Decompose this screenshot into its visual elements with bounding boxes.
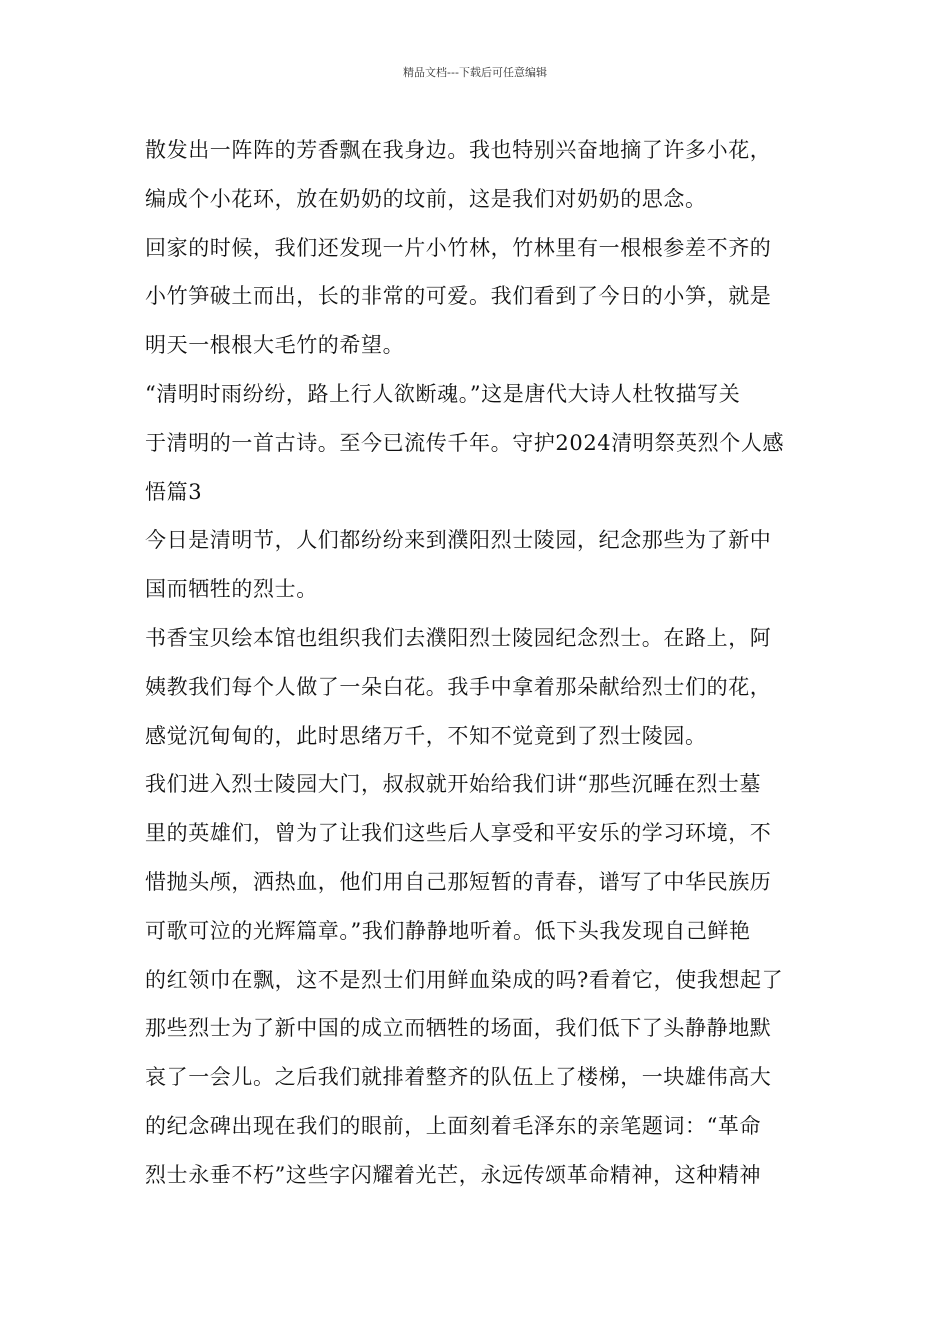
text-line: 那些烈士为了新中国的成立而牺牲的场面，我们低下了头静静地默	[145, 1016, 772, 1041]
text-line: 悟篇3	[145, 479, 203, 504]
text-line: 散发出一阵阵的芳香飘在我身边。我也特别兴奋地摘了许多小花，	[145, 138, 772, 162]
page-header: 精品文档---下载后可任意编辑	[403, 66, 547, 79]
text-line: “清明时雨纷纷，路上行人欲断魂。”这是唐代大诗人杜牧描写关	[145, 381, 741, 406]
text-line: 明天一根根大毛竹的希望。	[145, 333, 405, 358]
text-line: 回家的时候，我们还发现一片小竹林，竹林里有一根根参差不齐的	[145, 235, 772, 260]
text-line: 的纪念碑出现在我们的眼前，上面刻着毛泽东的亲笔题词：“革命	[145, 1113, 762, 1138]
text-line: 国而牺牲的烈士。	[145, 577, 318, 602]
text-line: 于清明的一首古诗。至今已流传千年。守护2024清明祭英烈个人感	[145, 430, 785, 455]
text-line: 感觉沉甸甸的，此时思绪万千，不知不觉竟到了烈士陵园。	[145, 723, 707, 748]
text-line: 哀了一会儿。之后我们就排着整齐的队伍上了楼梯，一块雄伟高大	[145, 1065, 772, 1090]
text-line: 小竹笋破土而出，长的非常的可爱。我们看到了今日的小笋，就是	[145, 284, 772, 309]
document-body	[145, 130, 810, 1204]
text-line: 惜抛头颅，洒热血，他们用自己那短暂的青春，谱写了中华民族历	[145, 869, 772, 894]
text-line: 烈士永垂不朽”这些字闪耀着光芒，永远传颂革命精神，这种精神	[145, 1162, 762, 1187]
text-line: 编成个小花环，放在奶奶的坟前，这是我们对奶奶的思念。	[145, 186, 707, 211]
text-line: 姨教我们每个人做了一朵白花。我手中拿着那朵献给烈士们的花，	[145, 674, 772, 699]
text-line: 里的英雄们，曾为了让我们这些后人享受和平安乐的学习环境，不	[145, 821, 772, 846]
text-line: 我们进入烈士陵园大门，叔叔就开始给我们讲“那些沉睡在烈士墓	[145, 772, 762, 797]
text-line: 可歌可泣的光辉篇章。”我们静静地听着。低下头我发现自己鲜艳	[145, 918, 751, 943]
text-line: 的红领巾在飘，这不是烈士们用鲜血染成的吗?看着它，使我想起了	[145, 967, 784, 992]
text-line: 书香宝贝绘本馆也组织我们去濮阳烈士陵园纪念烈士。在路上，阿	[145, 625, 772, 650]
text-line: 今日是清明节，人们都纷纷来到濮阳烈士陵园，纪念那些为了新中	[145, 528, 772, 553]
